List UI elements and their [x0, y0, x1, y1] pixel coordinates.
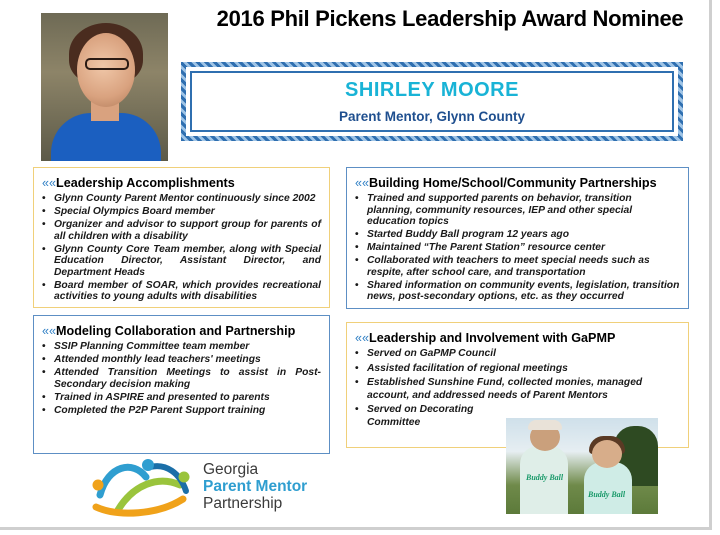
shirt-text: Buddy Ball [526, 473, 564, 482]
section-heading: ««Building Home/School/Community Partnerships [355, 176, 657, 190]
collaboration-list [42, 341, 321, 416]
list-item: • Assisted facilitation of regional meetings [367, 363, 680, 376]
list-item: • Organizer and advisor to support group for parents of all children with a disability [54, 219, 321, 242]
list-item: • Glynn County Core Team member, along with Special Education Director, Assistant Director, and Department Heads [54, 244, 321, 279]
list-item: • Glynn County Parent Mentor continuously since 2002 [54, 193, 321, 205]
logo-line-1: Georgia [203, 461, 259, 478]
shirt-text: Buddy Ball [588, 490, 626, 499]
section-heading: ««Leadership and Involvement with GaPMP [355, 331, 616, 345]
section-heading: ««Modeling Collaboration and Partnership [42, 324, 296, 338]
leadership-accomplishments-box [33, 167, 330, 308]
logo-line-3: Partnership [203, 495, 283, 512]
gpmp-logo [88, 455, 318, 521]
list-item: • Attended monthly lead teachers' meetings [54, 354, 321, 366]
collaboration-box [33, 315, 330, 454]
list-item: • Served on Decorating Committee [367, 404, 497, 429]
logo-line-2: Parent Mentor [203, 478, 308, 495]
list-item: • Shared information on community events, legislation, transition news, post-secondary options, etc. as they occurred [367, 280, 680, 303]
list-item: • SSIP Planning Committee team member [54, 341, 321, 353]
nominee-name: SHIRLEY MOORE [345, 79, 519, 101]
list-item: • Board member of SOAR, which provides recreational activities to young adults with disabilities [54, 280, 321, 303]
leadership-list [42, 193, 321, 303]
page-title: 2016 Phil Pickens Leadership Award Nominee [216, 6, 684, 31]
logo-figures-icon [88, 455, 198, 521]
section-heading: ««Leadership Accomplishments [42, 176, 235, 190]
list-item: • Trained in ASPIRE and presented to parents [54, 392, 321, 404]
gapmp-list [355, 348, 680, 429]
list-item: • Started Buddy Ball program 12 years ago [367, 229, 680, 241]
list-item: • Maintained “The Parent Station” resource center [367, 242, 680, 254]
group-photo [506, 418, 658, 514]
list-item: • Collaborated with teachers to meet special needs such as respite, after school care, and transportation [367, 255, 680, 278]
nominee-role: Parent Mentor, Glynn County [338, 109, 525, 124]
list-item: • Completed the P2P Parent Support training [54, 405, 321, 417]
list-item: • Served on GaPMP Council [367, 348, 680, 361]
partnerships-list [355, 193, 680, 303]
list-item: • Special Olympics Board member [54, 206, 321, 218]
nominee-photo [41, 13, 168, 161]
list-item: • Trained and supported parents on behavior, transition planning, community resources, IEP and other special education topics [367, 193, 680, 228]
list-item: • Established Sunshine Fund, collected monies, managed account, and addressed needs of Parent Mentors [367, 377, 680, 402]
list-item: • Attended Transition Meetings to assist in Post-Secondary decision making [54, 367, 321, 390]
name-banner [181, 62, 683, 141]
partnerships-box [346, 167, 689, 309]
